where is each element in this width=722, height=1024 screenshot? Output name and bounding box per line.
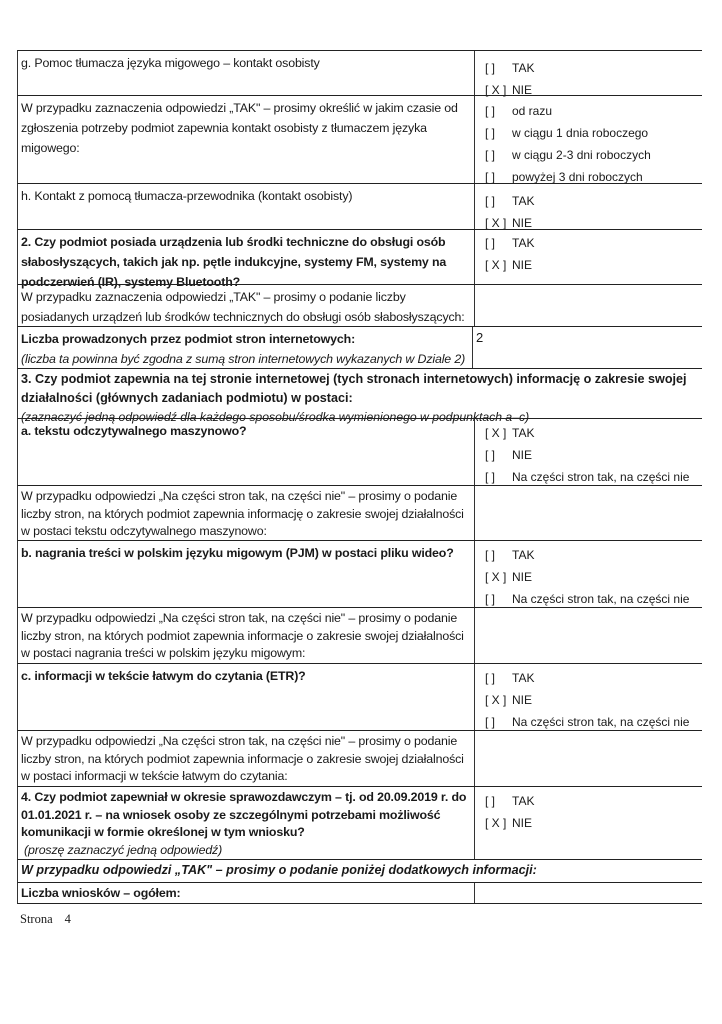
form-table [17, 50, 702, 904]
option-nie[interactable]: [ X ] NIE [485, 812, 702, 834]
answer-options [475, 51, 702, 95]
question-label: 4. Czy podmiot zapewniał w okresie sprawozdawczym – tj. od 20.09.2019 r. do 01.01.2021 r. – na wniosek osoby ze szczególnymi potrzebami możliwość komunikacji w formie określonej w tym wniosku? [21, 790, 467, 839]
row-requests-total [17, 882, 702, 904]
row-q3c-easy-to-read [17, 663, 702, 730]
option-nie[interactable]: [ ] NIE [485, 444, 702, 466]
question-label: Liczba wniosków – ogółem: [18, 883, 475, 903]
question-label: Liczba prowadzonych przez podmiot stron internetowych: [21, 332, 356, 346]
answer-options [475, 541, 702, 607]
website-count-field[interactable]: 2 [476, 330, 484, 345]
answer-options [475, 787, 702, 859]
checkbox-mark[interactable]: [ X ] [485, 83, 507, 97]
page-footer [20, 912, 71, 927]
answer-options [475, 664, 702, 730]
section-header [18, 369, 702, 424]
option-tak[interactable]: [ ] TAK [485, 790, 702, 812]
page-count-field[interactable] [475, 486, 702, 540]
question-note: (proszę zaznaczyć jedną odpowiedź) [24, 842, 223, 857]
option-tak[interactable]: [ X ] TAK [485, 422, 702, 444]
option-tak[interactable]: [ ] TAK [485, 544, 702, 566]
option-partial[interactable]: [ ] Na części stron tak, na części nie [485, 588, 702, 610]
checkbox-mark[interactable]: [ ] [485, 104, 496, 118]
row-q3b-sign-language-video [17, 540, 702, 607]
checkbox-mark[interactable]: [ X ] [485, 693, 507, 707]
option-tak[interactable]: [ ] TAK [485, 190, 702, 212]
option-partial[interactable]: [ ] Na części stron tak, na części nie [485, 466, 702, 488]
option-nie[interactable]: [ X ] NIE [485, 212, 702, 234]
checkbox-mark[interactable]: [ ] [485, 548, 496, 562]
question-label: b. nagrania treści w polskim języku migowym (PJM) w postaci pliku wideo? [18, 541, 475, 607]
checkbox-mark[interactable]: [ ] [485, 194, 496, 208]
question-label: 2. Czy podmiot posiada urządzenia lub środki techniczne do obsługi osób słabosłyszących, takich jak np. pętle indukcyjne, systemy FM, systemy na podczerwień (IR), systemy Bluetooth? [18, 230, 475, 284]
question-label: h. Kontakt z pomocą tłumacza-przewodnika (kontakt osobisty) [18, 184, 475, 229]
row-q2-hearing-devices [17, 229, 702, 289]
checkbox-mark[interactable]: [ X ] [485, 570, 507, 584]
checkbox-mark[interactable]: [ ] [485, 470, 496, 484]
page-number: 4 [64, 912, 71, 926]
answer-options [475, 96, 702, 183]
row-website-count [17, 326, 702, 368]
page-count-field[interactable] [475, 731, 702, 786]
row-q2-followup-device-count [17, 284, 702, 326]
question-note: (liczba ta powinna być zgodna z sumą stron internetowych wykazanych w Dziale 2) [21, 352, 466, 366]
question-note: (zaznaczyć jedną odpowiedź dla każdego sposobu/środka wymienionego w podpunktach a–c) [21, 410, 530, 424]
requests-total-field[interactable] [475, 883, 702, 903]
row-q3a-followup [17, 485, 702, 540]
checkbox-mark[interactable]: [ ] [485, 671, 496, 685]
question-label: 3. Czy podmiot zapewnia na tej stronie internetowej (tych stronach internetowych) informację o zakresie swojej działalności (głównych zadaniach podmiotu) w postaci: [21, 372, 687, 405]
option-od-razu[interactable]: [ ] od razu [485, 100, 702, 122]
checkbox-mark[interactable]: [ ] [485, 592, 496, 606]
row-q4-info-header [17, 859, 702, 882]
option-nie[interactable]: [ X ] NIE [485, 254, 702, 276]
checkbox-mark[interactable]: [ X ] [485, 216, 507, 230]
question-label: W przypadku odpowiedzi „Na części stron tak, na części nie" – prosimy o podanie liczby stron, na których podmiot zapewnia informacje o zakresie swojej działalności w postaci informacji w tekście łatwym do czytania: [18, 731, 475, 786]
option-over-3-days[interactable]: [ ] powyżej 3 dni roboczych [485, 166, 702, 188]
checkbox-mark[interactable]: [ ] [485, 126, 496, 140]
option-tak[interactable]: [ ] TAK [485, 57, 702, 79]
checkbox-mark[interactable]: [ ] [485, 715, 496, 729]
option-partial[interactable]: [ ] Na części stron tak, na części nie [485, 711, 702, 733]
option-1-day[interactable]: [ ] w ciągu 1 dnia roboczego [485, 122, 702, 144]
row-h-guide-interpreter [17, 183, 702, 229]
checkbox-mark[interactable]: [ ] [485, 61, 496, 75]
checkbox-mark[interactable]: [ X ] [485, 816, 507, 830]
checkbox-mark[interactable]: [ ] [485, 148, 496, 162]
option-tak[interactable]: [ ] TAK [485, 232, 702, 254]
checkbox-mark[interactable]: [ ] [485, 170, 496, 184]
checkbox-mark[interactable]: [ ] [485, 448, 496, 462]
row-g-sign-language-interpreter [17, 50, 702, 95]
row-q3-header [17, 368, 702, 424]
footer-label: Strona [20, 912, 53, 926]
checkbox-mark[interactable]: [ ] [485, 794, 496, 808]
answer-options [475, 419, 702, 485]
checkbox-mark[interactable]: [ X ] [485, 426, 507, 440]
question-label: W przypadku zaznaczenia odpowiedzi „TAK" – prosimy określić w jakim czasie od zgłoszenia potrzeby podmiot zapewnia kontakt osobisty z tłumaczem języka migowego: [18, 96, 475, 183]
question-label: W przypadku odpowiedzi „Na części stron tak, na części nie" – prosimy o podanie liczby stron, na których podmiot zapewnia informację o zakresie swojej działalności w postaci tekstu odczytywalnego maszynowo: [18, 486, 475, 540]
row-q3b-followup [17, 607, 702, 663]
device-count-field[interactable] [475, 285, 702, 326]
row-q3c-followup [17, 730, 702, 786]
option-nie[interactable]: [ X ] NIE [485, 79, 702, 101]
row-g-followup-response-time [17, 95, 702, 183]
row-q4-communication-request [17, 786, 702, 859]
question-cell [18, 787, 475, 859]
question-label: a. tekstu odczytywalnego maszynowo? [18, 419, 475, 485]
page-count-field[interactable] [475, 608, 702, 663]
option-nie[interactable]: [ X ] NIE [485, 689, 702, 711]
question-label: W przypadku odpowiedzi „Na części stron tak, na części nie" – prosimy o podanie liczby stron, na których podmiot zapewnia informacje o zakresie swojej działalności w postaci nagrania treści w polskim języku migowym: [18, 608, 475, 663]
question-label: c. informacji w tekście łatwym do czytania (ETR)? [18, 664, 475, 730]
option-tak[interactable]: [ ] TAK [485, 667, 702, 689]
answer-options [475, 230, 702, 284]
row-q3a-machine-readable [17, 418, 702, 485]
question-label: g. Pomoc tłumacza języka migowego – kontakt osobisty [18, 51, 475, 95]
question-cell [18, 327, 473, 368]
checkbox-mark[interactable]: [ X ] [485, 258, 507, 272]
question-label: W przypadku zaznaczenia odpowiedzi „TAK" – prosimy o podanie liczby posiadanych urządzeń lub środków technicznych do obsługi osób słabosłyszących: [18, 285, 475, 326]
checkbox-mark[interactable]: [ ] [485, 236, 496, 250]
option-2-3-days[interactable]: [ ] w ciągu 2-3 dni roboczych [485, 144, 702, 166]
answer-options [475, 184, 702, 229]
option-nie[interactable]: [ X ] NIE [485, 566, 702, 588]
info-header: W przypadku odpowiedzi „TAK" – prosimy o podanie poniżej dodatkowych informacji: [21, 863, 537, 877]
